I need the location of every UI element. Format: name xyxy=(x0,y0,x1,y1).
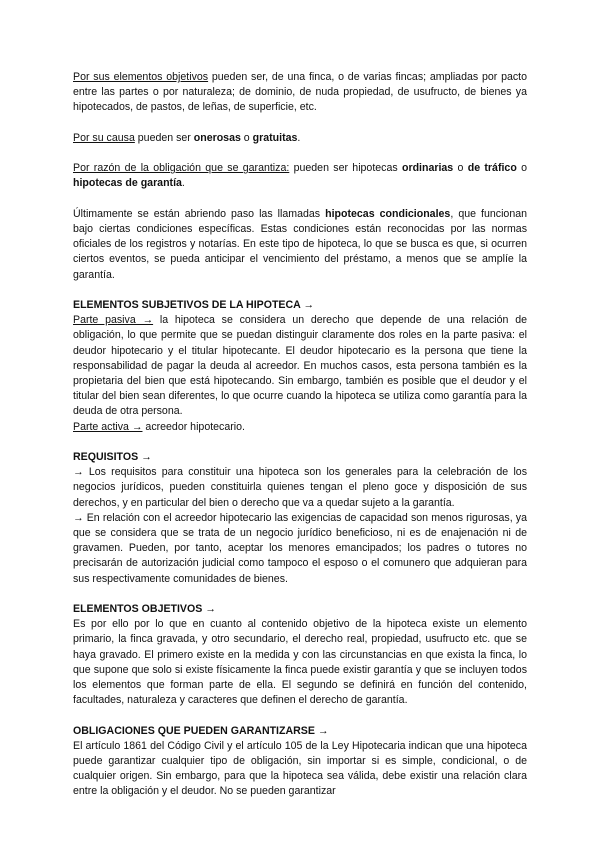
paragraph-text: pueden ser, de una finca, o de varias fincas; ampliadas por pacto entre las partes o por naturaleza; de dominio, de nuda propiedad, de usufructo, de bienes ya hipotecados, de pastos, de leñas, de superficie, etc. xyxy=(73,71,527,114)
paragraph-requisitos-2: → En relación con el acreedor hipotecario las exigencias de capacidad son menos rigurosas, ya que se considera que se trata de un negocio jurídico beneficioso, ni es de enajenación ni de gravamen. Pueden, por tanto, aceptar los menores emancipados; los padres o tutores no precisarán de autorización judicial como tampoco el esposo o el comunero que adquieran para sus respectivamente comunidades de bienes. xyxy=(73,511,527,585)
heading-obligaciones: OBLIGACIONES QUE PUEDEN GARANTIZARSE → xyxy=(73,724,329,737)
paragraph-obligaciones: El artículo 1861 del Código Civil y el artículo 105 de la Ley Hipotecaria indican que una hipoteca puede garantizar cualquier tipo de obligación, sin importar si es simple, condicional, o de cualquier origen. Sin embargo, para que la hipoteca sea válida, debe existir una relación clara entre la obligación y el deudor. No se pueden garantizar xyxy=(73,739,527,798)
paragraph-text: . xyxy=(297,131,301,144)
underlined-label: Parte pasiva → xyxy=(73,314,154,327)
paragraph-text: la hipoteca se considera un derecho que depende de una relación de obligación, lo que permite que se puedan distinguir claramente dos roles en la parte pasiva: el deudor hipotecario y el titular hipotecante. El deudor hipotecario es la persona que tiene la responsabilidad de pagar la deuda al acreedor. En muchos casos, esta persona también es la propietaria del bien que está hipotecando. Sin embargo, también es posible que el deudor y el titular del bien sean diferentes, lo que ocurre cuando la hipoteca se utiliza como garantía para la deuda de otra persona. xyxy=(73,314,527,418)
paragraph-hipotecas-condicionales xyxy=(73,207,527,283)
paragraph-parte-activa xyxy=(73,420,527,435)
underlined-label: Por razón de la obligación que se garantiza: xyxy=(73,162,290,175)
paragraph-causa xyxy=(73,131,527,146)
paragraph-parte-pasiva xyxy=(73,313,527,419)
paragraph-elementos-objetivos: Es por ello por lo que en cuanto al contenido objetivo de la hipoteca existe un elemento primario, la finca gravada, y otro secundario, el derecho real, propiedad, usufructo etc. que se haya gravado. El primero existe en la medida y con las circunstancias en que exista la finca, lo que supone que solo si existe físicamente la finca puede existir garantía y que se incluyen todos los elementos que forman parte de ella. El segundo se definirá en función del contenido, facultades, naturaleza y caracteres que definen el derecho de garantía. xyxy=(73,618,527,707)
page-content xyxy=(73,70,527,800)
paragraph-text: Últimamente se están abriendo paso las llamadas xyxy=(73,207,326,220)
paragraph-text: pueden ser hipotecas xyxy=(289,162,402,175)
heading-elementos-objetivos: ELEMENTOS OBJETIVOS → xyxy=(73,603,216,616)
bold-term: onerosas xyxy=(193,131,241,144)
paragraph-text: pueden ser xyxy=(134,131,194,144)
paragraph-text: o xyxy=(240,131,253,144)
underlined-label: Parte activa → xyxy=(73,420,143,433)
paragraph-text: o xyxy=(516,162,528,175)
heading-requisitos: REQUISITOS → xyxy=(73,451,152,463)
bold-term: de tráfico xyxy=(467,162,517,175)
paragraph-requisitos-1: → Los requisitos para constituir una hipoteca son los generales para la celebración de los negocios jurídicos, pueden constituirla quienes tengan el pleno goce y disposición de sus derechos, y en particular del bien o derecho que va a quedar sujeto a la garantía. xyxy=(73,466,527,509)
bold-term: hipotecas condicionales xyxy=(325,207,451,220)
bold-term: hipotecas de garantía xyxy=(73,177,182,190)
paragraph-elementos-objetivos-intro xyxy=(73,70,527,116)
heading-elementos-subjetivos: ELEMENTOS SUBJETIVOS DE LA HIPOTECA → xyxy=(73,298,314,311)
paragraph-text: acreedor hipotecario. xyxy=(142,420,245,433)
paragraph-razon-obligacion xyxy=(73,161,527,191)
bold-term: ordinarias xyxy=(401,162,454,175)
paragraph-text: o xyxy=(453,162,468,175)
bold-term: gratuitas xyxy=(252,131,298,144)
underlined-label: Por sus elementos objetivos xyxy=(73,71,209,83)
paragraph-text: . xyxy=(181,177,185,190)
paragraph-text: , que funcionan bajo ciertas condiciones específicas. Estas condiciones están reconocidas por las normas oficiales de los registros y notarías. En este tipo de hipoteca, lo que se busca es que, si ocurren ciertos eventos, se pueda anticipar el vencimiento del préstamo, a menos que se amplíe la garantía. xyxy=(73,207,527,281)
underlined-label: Por su causa xyxy=(73,131,135,144)
